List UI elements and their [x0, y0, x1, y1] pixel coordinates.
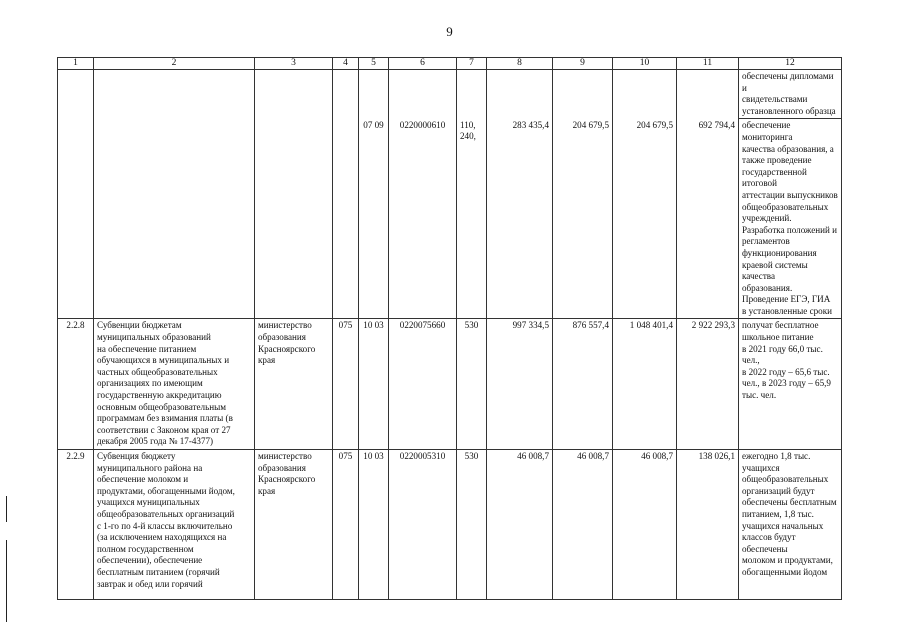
column-number-header: [58, 58, 842, 70]
cell-expense-type: 530: [457, 450, 487, 600]
cell-2021: 997 334,5: [487, 319, 553, 450]
column-header: 9: [553, 58, 613, 70]
cell-2023: 46 008,7: [613, 450, 677, 600]
column-header: 10: [613, 58, 677, 70]
cell-num: 2.2.8: [58, 319, 94, 450]
cell-2022: 46 008,7: [553, 450, 613, 600]
cell-executor: министерство образования Красноярского края: [255, 450, 333, 600]
cell-section: 10 03: [359, 319, 389, 450]
cell-target: 0220005310: [389, 450, 457, 600]
cell-executor: [255, 70, 333, 319]
cell-section: [359, 70, 389, 119]
cell-expense-type: [457, 70, 487, 119]
column-header: 8: [487, 58, 553, 70]
cell-2021: 283 435,4: [487, 119, 553, 319]
left-margin-line: [6, 496, 7, 522]
cell-2022: 204 679,5: [553, 119, 613, 319]
cell-expense-type: 530: [457, 319, 487, 450]
table-row-2-2-8: [58, 319, 842, 450]
cell-target: [389, 70, 457, 119]
table-row-2-2-9: [58, 450, 842, 600]
cell-2021: [487, 70, 553, 119]
left-margin-line-lower: [6, 540, 7, 622]
column-header: 1: [58, 58, 94, 70]
cell-num: 2.2.9: [58, 450, 94, 600]
column-header: 4: [333, 58, 359, 70]
cell-2023: 1 048 401,4: [613, 319, 677, 450]
column-header: 3: [255, 58, 333, 70]
cell-2022: [553, 70, 613, 119]
cell-target: 0220000610: [389, 119, 457, 319]
cell-result: получат бесплатное школьное питание в 2021 году 66,0 тыс. чел., в 2022 году – 65,6 тыс. чел., в 2023 году – 65,9 тыс. чел.: [739, 319, 842, 450]
cell-2023: [613, 70, 677, 119]
column-header: 2: [94, 58, 255, 70]
cell-result: обеспечение мониторинга качества образования, а также проведение государственной итоговой аттестации выпускников общеобразовательных учреждений. Разработка положений и регламентов функционирования краевой системы качества образования. Проведение ЕГЭ, ГИА в установленные сроки: [739, 119, 842, 319]
column-header: 7: [457, 58, 487, 70]
column-header: 11: [677, 58, 739, 70]
column-header: 12: [739, 58, 842, 70]
cell-num: [58, 70, 94, 319]
cell-name: Субвенция бюджету муниципального района на обеспечение молоком и продуктами, обогащенными йодом, учащихся муниципальных общеобразовательных организаций с 1-го по 4-й классы включительно (за исключением находящихся на полном государственном обеспечении), обеспечение бесплатным питанием (горячий завтрак и обед или горячий: [94, 450, 255, 600]
cell-grbs: 075: [333, 450, 359, 600]
cell-result: обеспечены дипломами и свидетельствами установленного образца: [739, 70, 842, 119]
cell-total: 138 026,1: [677, 450, 739, 600]
cell-result: ежегодно 1,8 тыс. учащихся общеобразовательных организаций будут обеспечены бесплатным питанием, 1,8 тыс. учащихся начальных классов будут обеспечены молоком и продуктами, обогащенными йодом: [739, 450, 842, 600]
cell-grbs: [333, 70, 359, 319]
cell-2022: 876 557,4: [553, 319, 613, 450]
cell-expense-type: 110, 240,: [457, 119, 487, 319]
cell-total: 692 794,4: [677, 119, 739, 319]
cell-section: 07 09: [359, 119, 389, 319]
page-number: 9: [446, 24, 453, 39]
cell-total: 2 922 293,3: [677, 319, 739, 450]
cell-target: 0220075660: [389, 319, 457, 450]
cell-executor: министерство образования Красноярского края: [255, 319, 333, 450]
cell-2021: 46 008,7: [487, 450, 553, 600]
cell-name: [94, 70, 255, 319]
cell-section: 10 03: [359, 450, 389, 600]
program-measures-table: [57, 57, 842, 600]
column-header: 5: [359, 58, 389, 70]
cell-total: [677, 70, 739, 119]
cell-grbs: 075: [333, 319, 359, 450]
cell-name: Субвенции бюджетам муниципальных образований на обеспечение питанием обучающихся в муниципальных и частных общеобразовательных организациях по имеющим государственную аккредитацию основным общеобразовательным программам без взимания платы (в соответствии с Законом края от 27 декабря 2005 года № 17-4377): [94, 319, 255, 450]
column-header: 6: [389, 58, 457, 70]
cell-2023: 204 679,5: [613, 119, 677, 319]
continuation-row-top: [58, 70, 842, 119]
